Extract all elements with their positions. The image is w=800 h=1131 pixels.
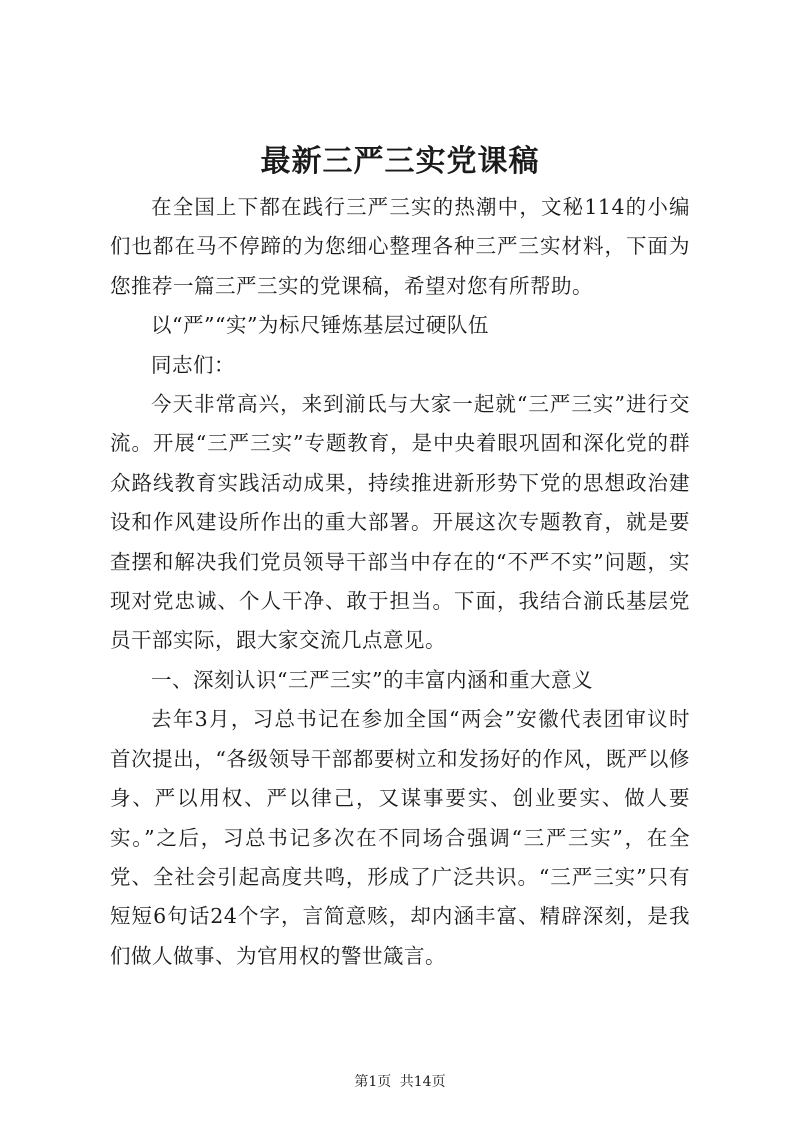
document-title: 最新三严三实党课稿 [260, 144, 540, 179]
page-total: 共14页 [399, 1074, 446, 1090]
page-number: 第1页 [354, 1074, 392, 1090]
paragraph-section-1: 去年3月，习总书记在参加全国“两会”安徽代表团审议时首次提出，“各级领导干部都要树立和发扬好的作风，既严以修身、严以用权、严以律己，又谋事要实、创业要实、做人要实。”之后，习总书记多次在不同场合强调“三严三实”，在全党、全社会引起高度共鸣，形成了广泛共识。“三严三实”只有短短6句话24个字，言简意赅，却内涵丰富、精辟深刻，是我们做人做事、为官用权的警世箴言。 [110, 707, 690, 968]
paragraph-intro: 在全国上下都在践行三严三实的热潮中，文秘114的小编们也都在马不停蹄的为您细心整理各种三严三实材料，下面为您推荐一篇三严三实的党课稿，希望对您有所帮助。 [110, 195, 690, 298]
page-footer [0, 1072, 800, 1092]
section-heading-1: 一、深刻认识“三严三实”的丰富内涵和重大意义 [151, 667, 593, 692]
document-body [110, 188, 690, 976]
paragraph-subtitle: 以“严”“实”为标尺锤炼基层过硬队伍 [151, 313, 489, 338]
paragraph-opening: 今天非常高兴，来到湔氐与大家一起就“三严三实”进行交流。开展“三严三实”专题教育，是中央着眼巩固和深化党的群众路线教育实践活动成果，持续推进新形势下党的思想政治建设和作风建设所作出的重大部署。开展这次专题教育，就是要查摆和解决我们党员领导干部当中存在的“不严不实”问题，实现对党忠诚、个人干净、敢于担当。下面，我结合湔氐基层党员干部实际，跟大家交流几点意见。 [110, 392, 690, 653]
paragraph-salutation: 同志们： [151, 352, 235, 377]
